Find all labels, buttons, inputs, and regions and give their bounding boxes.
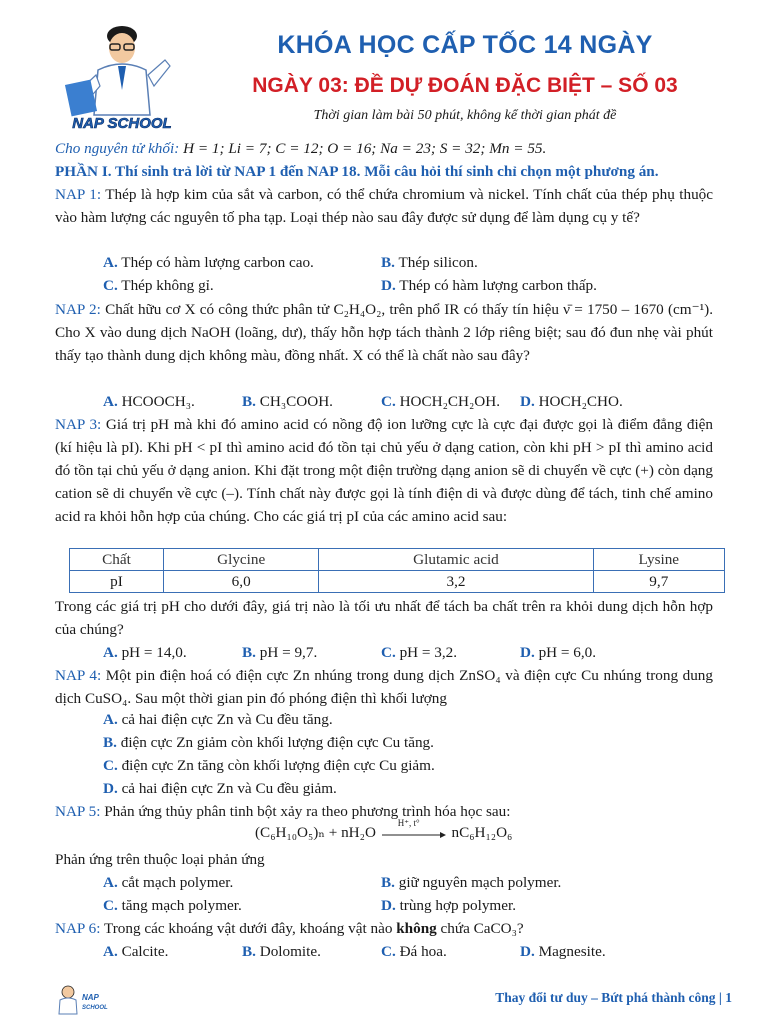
- q2-option-a[interactable]: A. HCOOCH₃.: [103, 393, 195, 410]
- q2-option-b[interactable]: B. CH₃COOH.: [242, 393, 333, 410]
- table-header-row: [70, 549, 725, 571]
- question-number: NAP 6:: [55, 920, 101, 937]
- footer-slogan: Thay đổi tư duy – Bứt phá thành công | 1: [495, 990, 732, 1005]
- q5-option-b[interactable]: B. giữ nguyên mạch polymer.: [381, 874, 562, 891]
- pi-table: [69, 548, 725, 593]
- nap-school-logo: [50, 20, 195, 135]
- q5-option-a[interactable]: A. cắt mạch polymer.: [103, 874, 234, 891]
- page-title: KHÓA HỌC CẤP TỐC 14 NGÀY: [277, 31, 653, 59]
- svg-text:SCHOOL: SCHOOL: [82, 1005, 108, 1011]
- mascot-icon: [52, 984, 108, 1018]
- q1-option-c[interactable]: C. Thép không gỉ.: [103, 277, 214, 294]
- question-number: NAP 5:: [55, 803, 101, 820]
- mascot-icon: [50, 20, 195, 135]
- part1-heading: PHẦN I. Thí sinh trả lời từ NAP 1 đến NAP 18. Mỗi câu hỏi thí sinh chỉ chọn một phương án.: [55, 163, 659, 180]
- question-number: NAP 1:: [55, 186, 102, 203]
- q2-option-c[interactable]: C. HOCH₂CH₂OH.: [381, 393, 501, 410]
- question-2: [55, 298, 713, 367]
- q4-option-c[interactable]: C. điện cực Zn tăng còn khối lượng điện cực Cu giảm.: [103, 757, 435, 774]
- table-header-cell: Chất: [70, 549, 164, 571]
- q6-option-a[interactable]: A. Calcite.: [103, 943, 169, 960]
- question-text: Giá trị pH mà khi đó amino acid có nồng độ ion lưỡng cực là cực đại được gọi là điểm đẳng điện (kí hiệu là pI). Khi pH < pI thì amino acid đó tồn tại chủ yếu ở dạng cation, còn khi pH > pI thì amino acid đó tồn tại chủ yếu ở dạng anion. Khi đặt trong một điện trường dạng anion sẽ di chuyển về cực (+) còn dạng cation sẽ di chuyển về cực (–). Tính chất này được gọi là tính điện di và được dùng để tách, tinh chế amino acid ra khỏi hỗn hợp của chúng. Cho các giá trị pI của các amino acid sau:: [55, 416, 713, 525]
- question-text: Thép là hợp kim của sắt và carbon, có thể chứa chromium và nickel. Tính chất của thép phụ thuộc vào hàm lượng các nguyên tố pha tạp. Loại thép nào sau đây được sử dụng để làm dụng cụ y tế?: [55, 186, 713, 226]
- table-cell: 3,2: [319, 571, 593, 593]
- q6-option-c[interactable]: C. Đá hoa.: [381, 943, 447, 960]
- equation-reactants: (C₆H₁₀O₅)ₙ + nH₂O: [255, 824, 376, 841]
- q3-option-c[interactable]: C. pH = 3,2.: [381, 644, 458, 661]
- table-header-cell: Lysine: [593, 549, 724, 571]
- atomic-values: H = 1; Li = 7; C = 12; O = 16; Na = 23; S = 32; Mn = 55.: [179, 140, 547, 157]
- question-4: [55, 664, 713, 710]
- q5-option-c[interactable]: C. tăng mạch polymer.: [103, 897, 242, 914]
- question-text: Chất hữu cơ X có công thức phân tử C₂H₄O₂, trên phổ IR có thấy tín hiệu ν̄ = 1750 – 1670 (cm⁻¹). Cho X vào dung dịch NaOH (loãng, dư), thấy hỗn hợp tách thành 2 lớp riêng biệt; sau đó đun nhẹ vài phút thấy tạo thành dung dịch không màu, đồng nhất. X có thể là chất nào sau đây?: [55, 301, 714, 364]
- question-5-followup: Phản ứng trên thuộc loại phản ứng: [55, 851, 265, 868]
- exam-time-note: Thời gian làm bài 50 phút, không kể thời gian phát đề: [313, 108, 617, 123]
- question-1: [55, 183, 713, 229]
- table-row: [70, 571, 725, 593]
- q2-option-d[interactable]: D. HOCH₂CHO.: [520, 393, 623, 410]
- q6-option-d[interactable]: D. Magnesite.: [520, 943, 606, 960]
- table-cell: 6,0: [163, 571, 318, 593]
- table-cell: 9,7: [593, 571, 724, 593]
- q4-option-a[interactable]: A. cả hai điện cực Zn và Cu đều tăng.: [103, 711, 333, 728]
- question-number: NAP 3:: [55, 416, 102, 433]
- atomic-label: Cho nguyên tử khối:: [55, 140, 180, 157]
- q3-option-a[interactable]: A. pH = 14,0.: [103, 644, 187, 661]
- question-text: Phản ứng thủy phân tinh bột xảy ra theo phương trình hóa học sau:: [100, 803, 511, 820]
- reaction-arrow: [380, 817, 448, 841]
- q4-option-b[interactable]: B. điện cực Zn giảm còn khối lượng điện cực Cu tăng.: [103, 734, 434, 751]
- question-3: [55, 413, 713, 528]
- q3-option-d[interactable]: D. pH = 6,0.: [520, 644, 597, 661]
- q3-option-b[interactable]: B. pH = 9,7.: [242, 644, 318, 661]
- svg-text:NAP SCHOOL: NAP SCHOOL: [72, 115, 172, 132]
- question-number: NAP 4:: [55, 667, 102, 684]
- reaction-condition: H⁺, t°: [397, 817, 420, 828]
- question-6: NAP 6: Trong các khoáng vật dưới đây, khoáng vật nào không chứa CaCO₃?: [55, 920, 524, 937]
- question-text: Một pin điện hoá có điện cực Zn nhúng trong dung dịch ZnSO₄ và điện cực Cu nhúng trong dung dịch CuSO₄. Sau một thời gian pin đó phóng điện thì khối lượng: [55, 667, 713, 707]
- q1-option-a[interactable]: A. Thép có hàm lượng carbon cao.: [103, 254, 314, 271]
- reaction-equation: [255, 817, 513, 847]
- q4-option-d[interactable]: D. cả hai điện cực Zn và Cu đều giảm.: [103, 780, 337, 797]
- arrow-icon: [380, 830, 448, 844]
- table-header-cell: Glycine: [163, 549, 318, 571]
- q1-option-b[interactable]: B. Thép silicon.: [381, 254, 478, 271]
- question-3-followup: Trong các giá trị pH cho dưới đây, giá trị nào là tối ưu nhất để tách ba chất trên ra khỏi dung dịch hỗn hợp của chúng?: [55, 598, 713, 638]
- table-header-cell: Glutamic acid: [319, 549, 593, 571]
- q6-option-b[interactable]: B. Dolomite.: [242, 943, 321, 960]
- table-cell: pI: [70, 571, 164, 593]
- equation-products: nC₆H₁₂O₆: [451, 824, 513, 841]
- exam-subtitle: NGÀY 03: ĐỀ DỰ ĐOÁN ĐẶC BIỆT – SỐ 03: [252, 74, 678, 97]
- q1-option-d[interactable]: D. Thép có hàm lượng carbon thấp.: [381, 277, 597, 294]
- emphasis: không: [396, 920, 437, 937]
- question-number: NAP 2:: [55, 301, 101, 318]
- q5-option-d[interactable]: D. trùng hợp polymer.: [381, 897, 517, 914]
- atomic-weights: [55, 137, 546, 160]
- svg-text:NAP: NAP: [82, 993, 99, 1002]
- question-5: [55, 800, 510, 823]
- footer-logo: [52, 984, 108, 1018]
